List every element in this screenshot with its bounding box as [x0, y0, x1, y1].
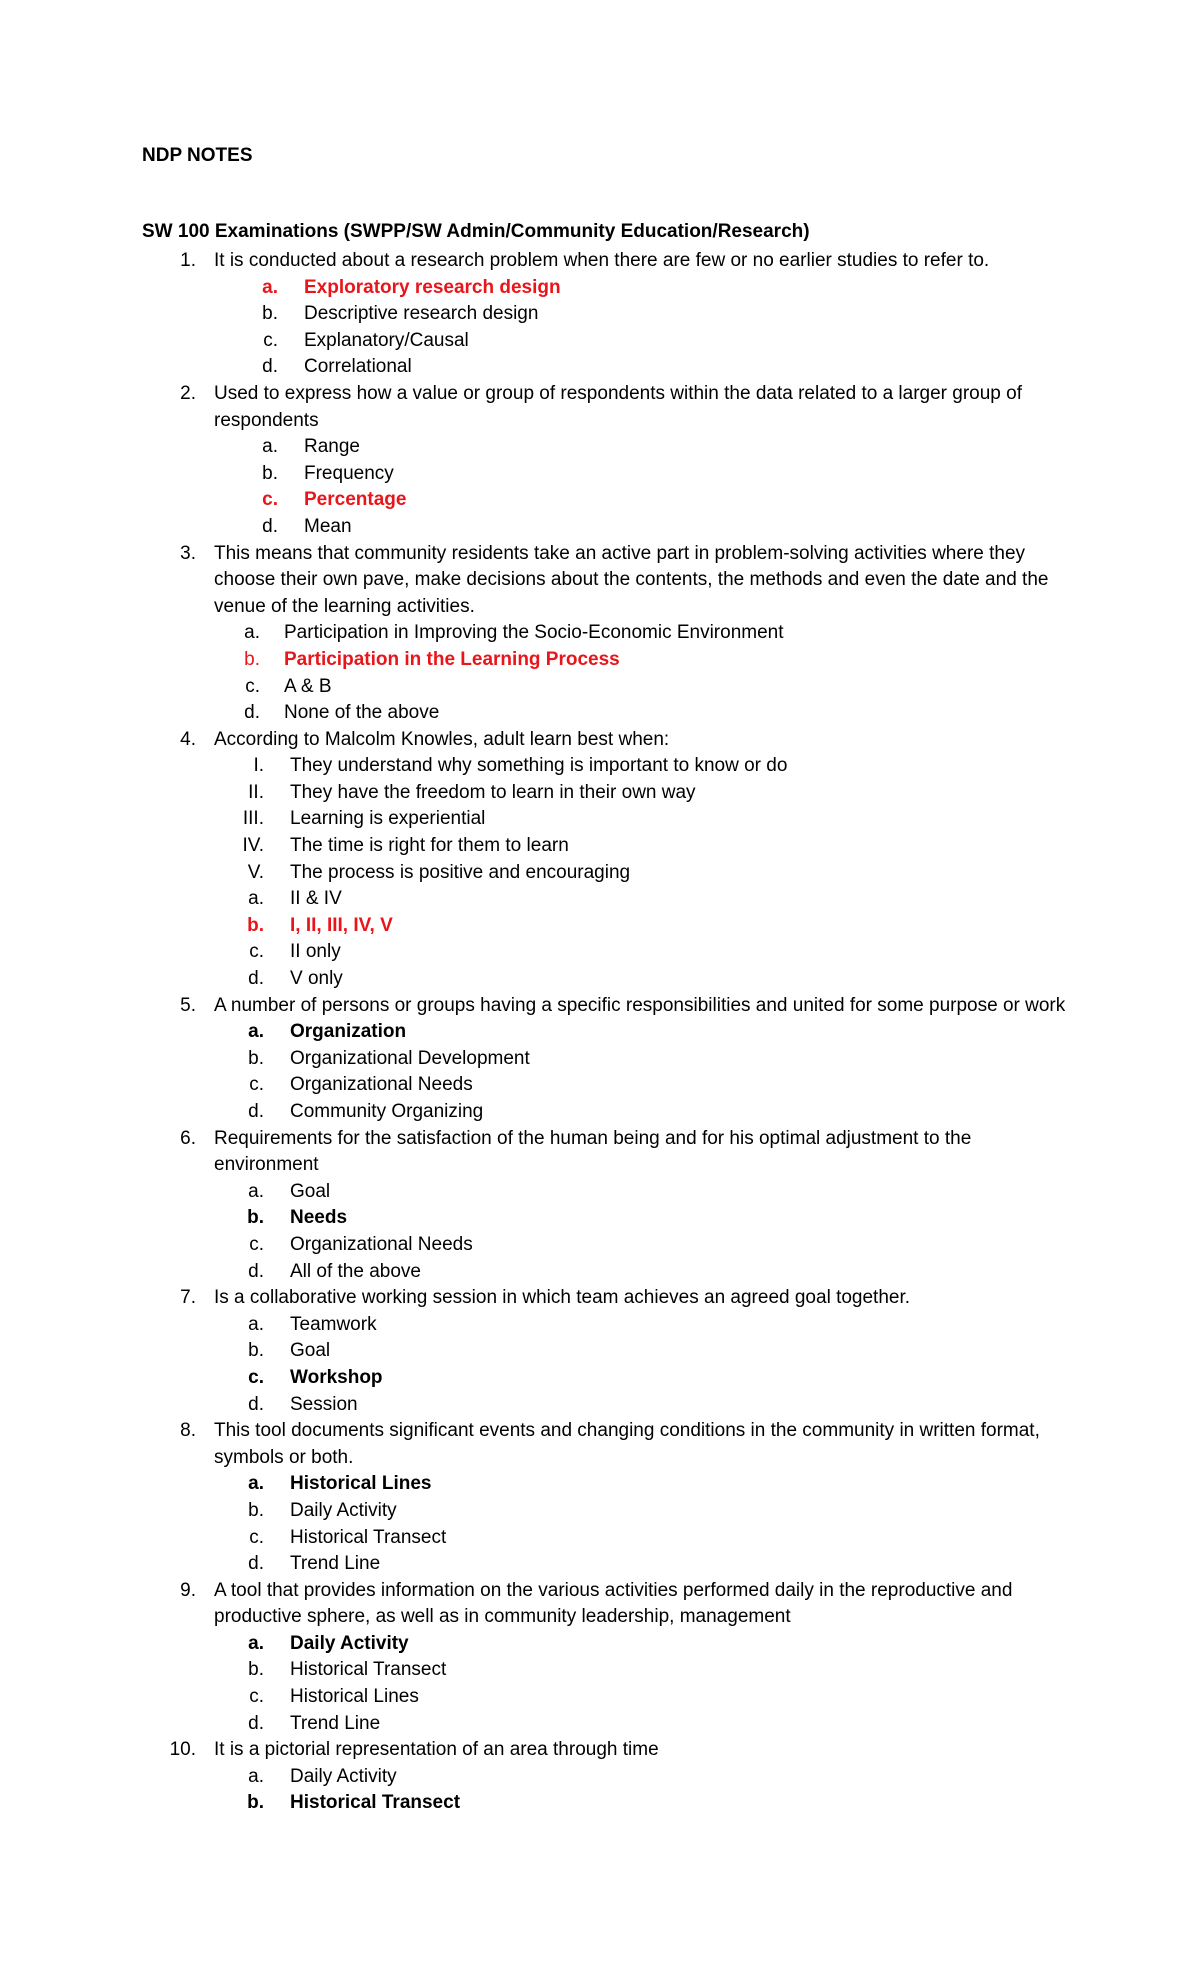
option-item — [142, 1790, 1072, 1817]
option-text: Historical Transect — [290, 1792, 461, 1814]
option-text: Daily Activity — [290, 1499, 397, 1521]
option-item — [142, 275, 1072, 302]
option-label: a. — [248, 1632, 264, 1654]
question-list — [142, 248, 1072, 1817]
question-item — [142, 1737, 1072, 1817]
option-text: Historical Lines — [290, 1686, 419, 1708]
option-label: c. — [249, 1526, 264, 1548]
option-item — [142, 1259, 1072, 1286]
option-label: b. — [248, 1659, 264, 1681]
option-label: a. — [262, 436, 278, 458]
option-label: a. — [244, 622, 260, 644]
option-label: d. — [248, 1712, 264, 1734]
option-item — [142, 461, 1072, 488]
option-label: a. — [248, 1021, 264, 1043]
option-item — [142, 806, 1072, 833]
option-list — [142, 753, 1072, 992]
question-number: 10. — [169, 1739, 196, 1761]
option-text: Exploratory research design — [304, 276, 561, 298]
option-item — [142, 1312, 1072, 1339]
option-label: a. — [248, 1180, 264, 1202]
question-text: It is conducted about a research problem when there are few or no earlier studies to refer to. — [214, 250, 990, 271]
option-text: They understand why something is important to know or do — [290, 755, 788, 777]
question-item — [142, 993, 1072, 1126]
option-label: c. — [249, 1233, 264, 1255]
option-text: II only — [290, 941, 341, 963]
question-text: Requirements for the satisfaction of the human being and for his optimal adjustment to the environment — [214, 1127, 972, 1176]
option-text: The process is positive and encouraging — [290, 861, 631, 883]
option-text: Daily Activity — [290, 1632, 409, 1654]
option-item — [142, 1764, 1072, 1791]
question-text: According to Malcolm Knowles, adult learn best when: — [214, 728, 670, 750]
option-label: b. — [247, 1792, 264, 1814]
question-text: A number of persons or groups having a specific responsibilities and united for some purpose or work — [214, 994, 1066, 1016]
question-number: 4. — [180, 728, 196, 750]
question-text: It is a pictorial representation of an area through time — [214, 1739, 659, 1761]
option-item — [142, 1471, 1072, 1498]
option-text: Goal — [290, 1340, 331, 1362]
option-label: b. — [248, 1340, 264, 1362]
option-text: They have the freedom to learn in their own way — [290, 781, 696, 803]
option-item — [142, 833, 1072, 860]
option-item — [142, 328, 1072, 355]
option-item — [142, 753, 1072, 780]
option-text: Workshop — [290, 1366, 383, 1388]
option-label: a. — [248, 888, 264, 910]
option-text: All of the above — [290, 1260, 421, 1282]
option-text: Mean — [304, 515, 352, 537]
option-label: V. — [247, 861, 264, 883]
option-item — [142, 780, 1072, 807]
option-item — [142, 700, 1072, 727]
option-label: d. — [244, 702, 260, 724]
option-item — [142, 1498, 1072, 1525]
option-text: A & B — [284, 675, 332, 697]
option-label: b. — [262, 303, 278, 325]
option-text: Learning is experiential — [290, 808, 486, 830]
option-item — [142, 860, 1072, 887]
question-text: Used to express how a value or group of respondents within the data related to a larger group of respondents — [214, 382, 1022, 431]
option-item — [142, 939, 1072, 966]
option-item — [142, 514, 1072, 541]
option-label: d. — [248, 1393, 264, 1415]
option-label: d. — [248, 968, 264, 990]
question-number: 8. — [180, 1420, 196, 1442]
question-item — [142, 1578, 1072, 1738]
option-text: II & IV — [290, 888, 342, 910]
option-item — [142, 354, 1072, 381]
option-item — [142, 1232, 1072, 1259]
question-number: 6. — [180, 1127, 196, 1149]
option-text: Historical Transect — [290, 1526, 447, 1548]
option-item — [142, 1179, 1072, 1206]
option-label: a. — [248, 1473, 264, 1495]
option-label: c. — [249, 941, 264, 963]
option-text: Participation in Improving the Socio-Economic Environment — [284, 622, 784, 644]
option-list — [142, 1764, 1072, 1817]
option-label: II. — [248, 781, 264, 803]
option-text: Organizational Development — [290, 1047, 530, 1069]
option-item — [142, 886, 1072, 913]
option-label: d. — [262, 515, 278, 537]
option-text: Range — [304, 436, 360, 458]
option-label: a. — [248, 1765, 264, 1787]
question-text: This means that community residents take an active part in problem-solving activities where they choose their own pave, make decisions about the contents, the methods and even the date and the venue of the learning activities. — [214, 542, 1049, 617]
option-text: Trend Line — [290, 1712, 381, 1734]
question-item — [142, 1285, 1072, 1418]
option-item — [142, 647, 1072, 674]
option-label: b. — [262, 462, 278, 484]
option-item — [142, 487, 1072, 514]
option-item — [142, 1551, 1072, 1578]
option-text: Goal — [290, 1180, 331, 1202]
option-text: The time is right for them to learn — [290, 835, 569, 857]
option-item — [142, 1205, 1072, 1232]
option-label: c. — [262, 489, 278, 511]
option-label: b. — [244, 648, 260, 670]
option-list — [142, 434, 1072, 540]
option-list — [142, 1471, 1072, 1577]
option-text: Daily Activity — [290, 1765, 397, 1787]
option-text: Teamwork — [290, 1313, 377, 1335]
option-item — [142, 1019, 1072, 1046]
option-label: b. — [248, 1499, 264, 1521]
question-item — [142, 1126, 1072, 1286]
option-text: None of the above — [284, 702, 440, 724]
option-text: Historical Lines — [290, 1473, 432, 1495]
option-label: a. — [248, 1313, 264, 1335]
option-list — [142, 275, 1072, 381]
option-label: d. — [248, 1101, 264, 1122]
question-item — [142, 381, 1072, 541]
question-number: 9. — [180, 1579, 196, 1601]
option-item — [142, 1525, 1072, 1552]
option-text: Needs — [290, 1207, 348, 1229]
option-list — [142, 620, 1072, 726]
option-text: Frequency — [304, 462, 394, 484]
option-text: Historical Transect — [290, 1659, 447, 1681]
question-item — [142, 727, 1072, 993]
question-item — [142, 248, 1072, 381]
question-number: 2. — [180, 382, 196, 404]
option-item — [142, 913, 1072, 940]
section-title: SW 100 Examinations (SWPP/SW Admin/Community Education/Research) — [142, 221, 810, 242]
option-text: Descriptive research design — [304, 303, 539, 325]
option-text: Participation in the Learning Process — [284, 648, 620, 670]
option-text: V only — [290, 968, 343, 990]
question-number: 5. — [180, 994, 196, 1016]
question-number: 7. — [180, 1287, 196, 1309]
option-list — [142, 1179, 1072, 1285]
option-text: Percentage — [304, 489, 407, 511]
option-item — [142, 674, 1072, 701]
option-item — [142, 1684, 1072, 1711]
option-text: Explanatory/Causal — [304, 329, 469, 351]
option-item — [142, 1046, 1072, 1073]
option-label: c. — [263, 329, 278, 351]
option-label: IV. — [242, 835, 264, 857]
option-text: Trend Line — [290, 1553, 381, 1575]
option-item — [142, 1072, 1072, 1099]
option-label: I. — [253, 755, 264, 777]
question-item — [142, 1418, 1072, 1578]
option-text: Session — [290, 1393, 358, 1415]
option-label: b. — [247, 1207, 264, 1229]
option-item — [142, 966, 1072, 993]
option-item — [142, 434, 1072, 461]
option-item — [142, 1365, 1072, 1392]
question-number: 3. — [180, 542, 196, 564]
option-text: Organizational Needs — [290, 1233, 473, 1255]
option-text: Correlational — [304, 356, 412, 378]
option-item — [142, 1338, 1072, 1365]
option-label: c. — [249, 1074, 264, 1096]
option-label: d. — [248, 1260, 264, 1282]
option-item — [142, 1099, 1072, 1126]
option-label: c. — [249, 1686, 264, 1708]
question-number: 1. — [180, 250, 196, 271]
option-label: c. — [245, 675, 260, 697]
option-label: d. — [262, 356, 278, 378]
option-label: III. — [242, 808, 264, 830]
option-text: Community Organizing — [290, 1101, 484, 1122]
option-item — [142, 620, 1072, 647]
option-list — [142, 1312, 1072, 1418]
option-text: I, II, III, IV, V — [290, 914, 393, 936]
option-list — [142, 1019, 1072, 1125]
question-text: This tool documents significant events and changing conditions in the community in written format, symbols or both. — [214, 1420, 1040, 1468]
option-item — [142, 1657, 1072, 1684]
option-label: a. — [262, 276, 278, 298]
option-label: c. — [248, 1366, 264, 1388]
question-item — [142, 541, 1072, 727]
option-label: b. — [248, 1047, 264, 1069]
question-text: Is a collaborative working session in which team achieves an agreed goal together. — [214, 1287, 911, 1309]
option-item — [142, 1392, 1072, 1419]
option-item — [142, 1711, 1072, 1738]
option-text: Organizational Needs — [290, 1074, 473, 1096]
document-title: NDP NOTES — [142, 145, 253, 166]
option-item — [142, 301, 1072, 328]
option-label: b. — [247, 914, 264, 936]
option-list — [142, 1631, 1072, 1737]
option-text: Organization — [290, 1021, 407, 1043]
question-text: A tool that provides information on the various activities performed daily in the reproductive and productive sphere, as well as in community leadership, management — [214, 1579, 1013, 1628]
option-item — [142, 1631, 1072, 1658]
option-label: d. — [248, 1553, 264, 1575]
